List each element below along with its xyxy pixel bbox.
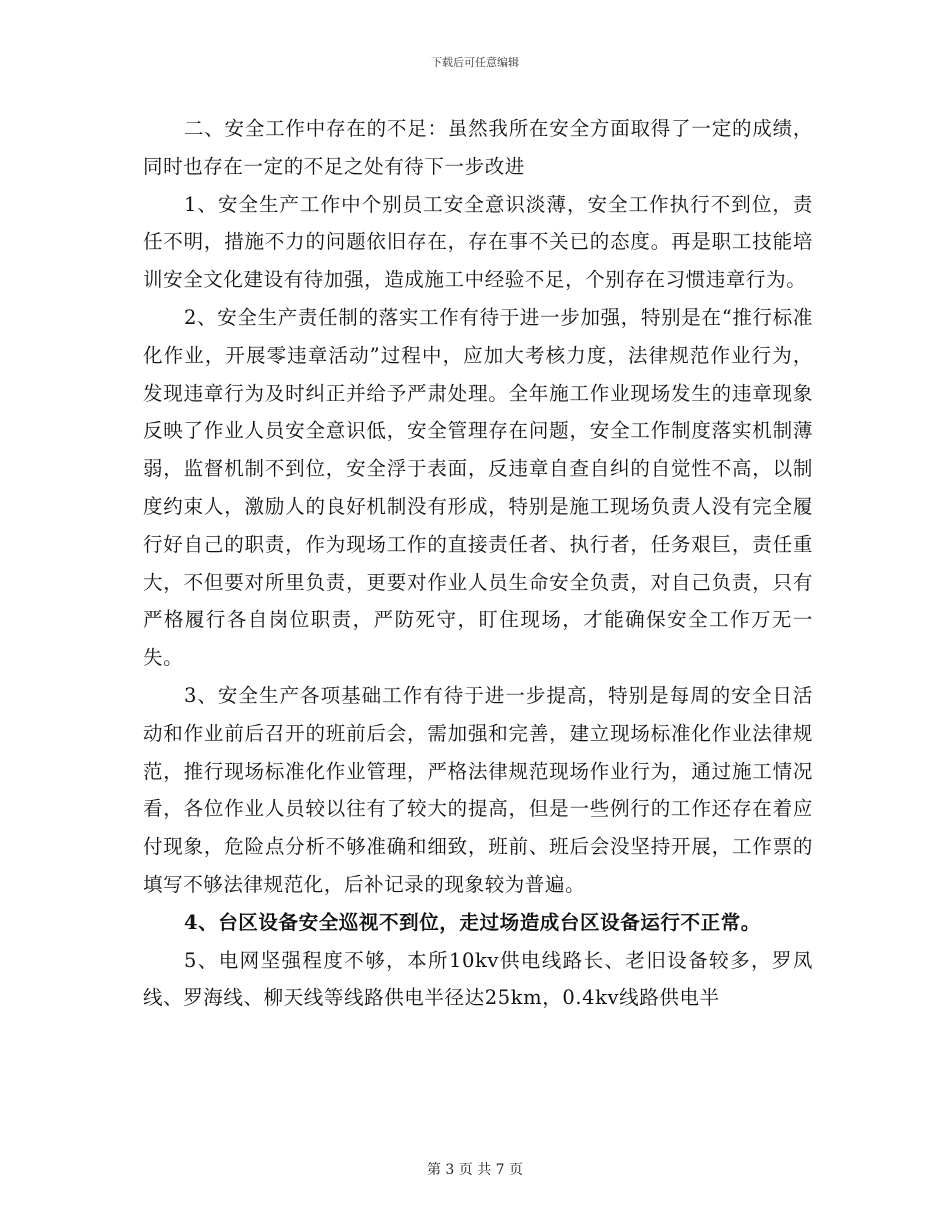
paragraph-item-3: 3、安全生产各项基础工作有待于进一步提高，特别是每周的安全日活动和作业前后召开的班前后会，需加强和完善，建立现场标准化作业法律规范，推行现场标准化作业管理，严格法律规范现场作业行为，通过施工情况看，各位作业人员较以往有了较大的提高，但是一些例行的工作还存在着应付现象，危险点分析不够准确和细致，班前、班后会没坚持开展，工作票的填写不够法律规范化，后补记录的现象较为普遍。: [143, 683, 813, 896]
page-number-footer: 第 3 页 共 7 页: [426, 1162, 524, 1178]
paragraph-shortcomings-intro: 二、安全工作中存在的不足：虽然我所在安全方面取得了一定的成绩，同时也存在一定的不足之处有待下一步改进: [143, 117, 813, 178]
paragraph-item-2: 2、安全生产责任制的落实工作有待于进一步加强，特别是在“推行标准化作业，开展零违章活动”过程中，应加大考核力度，法律规范作业行为，发现违章行为及时纠正并给予严肃处理。全年施工作业现场发生的违章现象反映了作业人员安全意识低，安全管理存在问题，安全工作制度落实机制薄弱，监督机制不到位，安全浮于表面，反违章自查自纠的自觉性不高，以制度约束人，激励人的良好机制没有形成，特别是施工现场负责人没有完全履行好自己的职责，作为现场工作的直接责任者、执行者，任务艰巨，责任重大，不但要对所里负责，更要对作业人员生命安全负责，对自己负责，只有严格履行各自岗位职责，严防死守，盯住现场，才能确保安全工作万无一失。: [143, 305, 813, 670]
page-header-note: 下载后可任意编辑: [431, 56, 519, 69]
document-body: [143, 110, 813, 1017]
paragraph-item-1: 1、安全生产工作中个别员工安全意识淡薄，安全工作执行不到位，责任不明，措施不力的问题依旧存在，存在事不关已的态度。再是职工技能培训安全文化建设有待加强，造成施工中经验不足，个别存在习惯违章行为。: [143, 192, 813, 292]
paragraph-item-5: 5、电网坚强程度不够，本所10kv供电线路长、老旧设备较多，罗凤线、罗海线、柳天线等线路供电半径达25km，0.4kv线路供电半: [143, 948, 813, 1010]
paragraph-item-4: 4、台区设备安全巡视不到位，走过场造成台区设备运行不正常。: [183, 910, 761, 934]
